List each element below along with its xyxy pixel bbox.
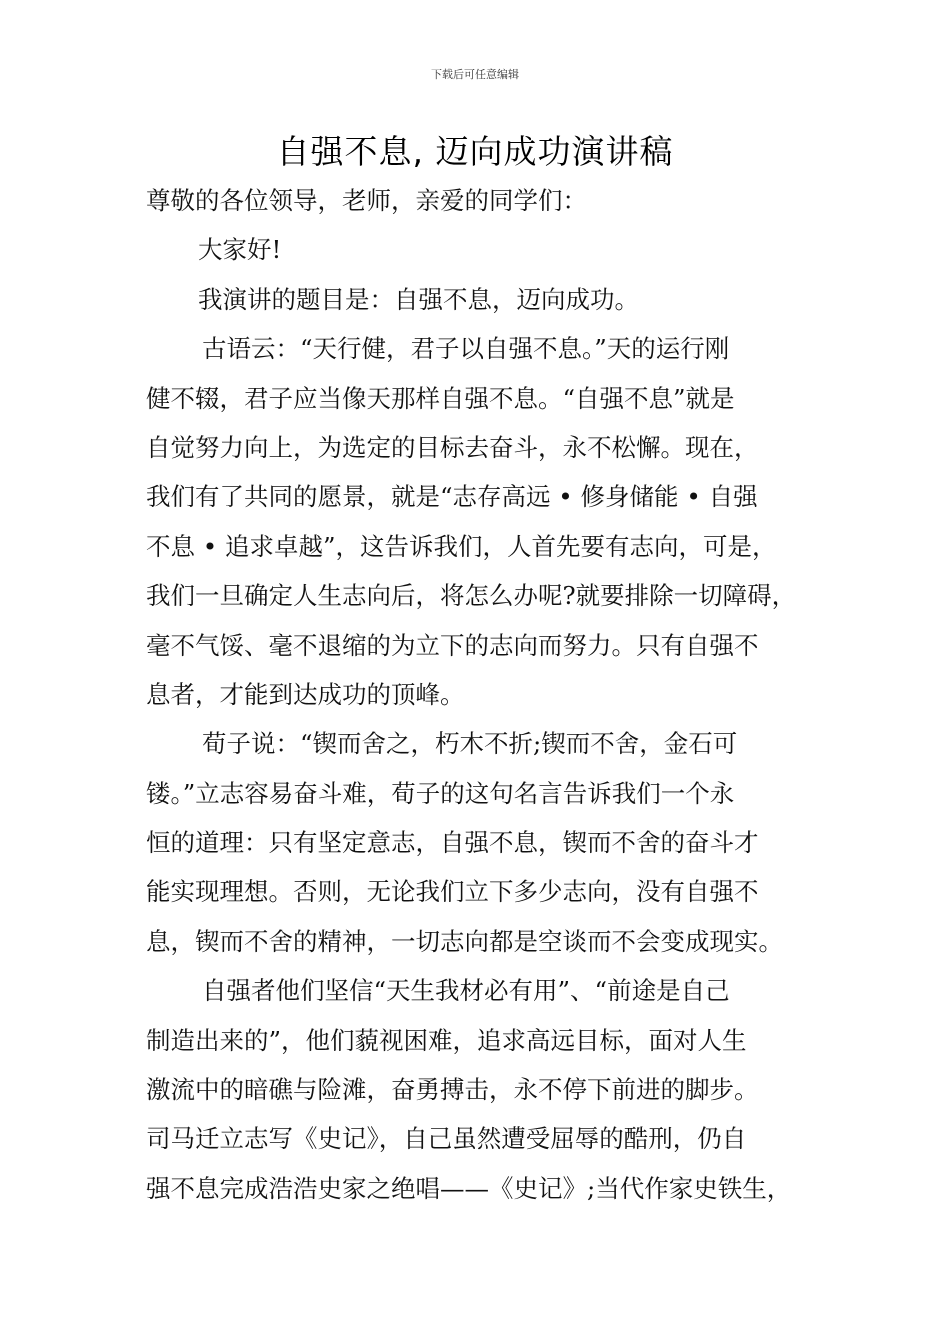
paragraph-line: 健不辍，君子应当像天那样自强不息。“自强不息”就是 — [146, 383, 735, 413]
topic-line: 我演讲的题目是：自强不息，迈向成功。 — [198, 284, 639, 314]
document-body — [146, 176, 826, 1213]
paragraph-line: 不息 • 追求卓越”，这告诉我们，人首先要有志向，可是， — [146, 531, 777, 561]
paragraph-line: 恒的道理：只有坚定意志，自强不息，锲而不舍的奋斗才 — [146, 828, 759, 858]
paragraph-line: 制造出来的”，他们藐视困难，追求高远目标，面对人生 — [146, 1025, 747, 1055]
paragraph-line: 镂。”立志容易奋斗难，荀子的这句名言告诉我们一个永 — [146, 778, 735, 808]
paragraph-line: 毫不气馁、毫不退缩的为立下的志向而努力。只有自强不 — [146, 630, 759, 660]
paragraph-line: 自觉努力向上，为选定的目标去奋斗，永不松懈。现在， — [146, 432, 759, 462]
salutation-line: 尊敬的各位领导，老师，亲爱的同学们： — [146, 186, 587, 215]
paragraph-line: 司马迁立志写《史记》，自己虽然遭受屈辱的酷刑，仍自 — [146, 1124, 747, 1154]
paragraph-line: 息，锲而不舍的精神，一切志向都是空谈而不会变成现实。 — [146, 926, 783, 956]
paragraph-line: 我们一旦确定人生志向后，将怎么办呢?就要排除一切障碍， — [146, 581, 797, 611]
paragraph-line: 息者，才能到达成功的顶峰。 — [146, 679, 465, 709]
paragraph-line: 激流中的暗礁与险滩，奋勇搏击，永不停下前进的脚步。 — [146, 1075, 759, 1105]
header-note: 下载后可任意编辑 — [431, 68, 519, 81]
paragraph-line: 强不息完成浩浩史家之绝唱——《史记》;当代作家史铁生， — [146, 1173, 792, 1203]
paragraph-line: 古语云：“天行健，君子以自强不息。”天的运行刚 — [202, 334, 730, 364]
paragraph-line: 自强者他们坚信“天生我材必有用”、“前途是自己 — [202, 976, 730, 1006]
document-title: 自强不息, 迈向成功演讲稿 — [276, 132, 674, 171]
greeting-line: 大家好! — [198, 235, 282, 265]
paragraph-line: 我们有了共同的愿景，就是“志存高远 • 修身储能 • 自强 — [146, 482, 758, 512]
paragraph-line: 荀子说：“锲而舍之，朽木不折;锲而不舍，金石可 — [202, 729, 738, 759]
paragraph-line: 能实现理想。否则，无论我们立下多少志向，没有自强不 — [146, 877, 759, 907]
